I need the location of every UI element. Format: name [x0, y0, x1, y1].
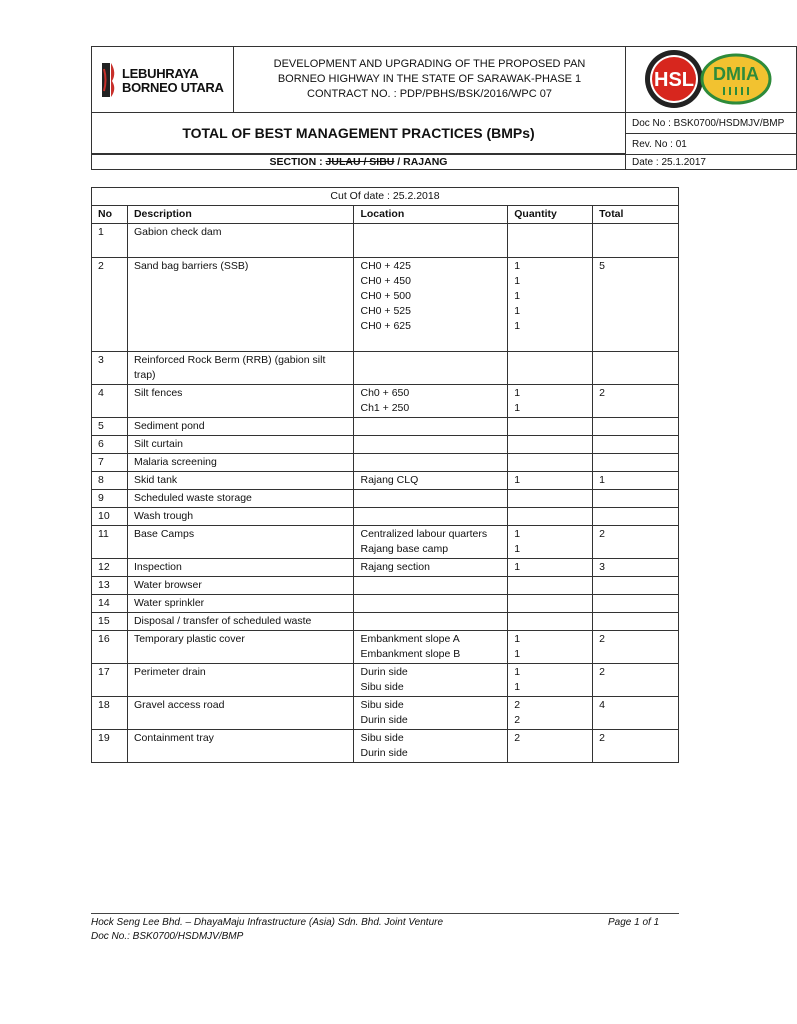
row-location [354, 436, 508, 454]
column-header: Total [593, 206, 679, 224]
row-location-line: Sibu side [360, 732, 404, 744]
column-header: Location [354, 206, 508, 224]
table-row [92, 224, 679, 258]
row-location [354, 577, 508, 595]
row-location [354, 490, 508, 508]
table-row [92, 631, 679, 664]
contract-number: CONTRACT NO. : PDP/PBHS/BSK/2016/WPC 07 [307, 88, 552, 100]
row-number: 9 [92, 490, 128, 508]
table-row [92, 385, 679, 418]
row-quantity [508, 559, 593, 577]
row-quantity [508, 436, 593, 454]
document-header [91, 46, 785, 169]
row-quantity [508, 385, 593, 418]
row-description-line: Sand bag barriers (SSB) [133, 260, 249, 272]
section-value: / RAJANG [394, 156, 448, 168]
row-quantity [508, 418, 593, 436]
project-line-1: DEVELOPMENT AND UPGRADING OF THE PROPOSED PAN [273, 58, 586, 70]
row-location-line: Ch1 + 250 [360, 402, 410, 414]
row-location [354, 418, 508, 436]
row-total [593, 613, 679, 631]
row-description-line: Reinforced Rock Berm (RRB) (gabion silt [133, 354, 326, 366]
row-location [354, 526, 508, 559]
row-description-line: Skid tank [133, 474, 178, 486]
row-location-line: Durin side [360, 747, 408, 759]
document-date: Date : 25.1.2017 [625, 154, 797, 170]
row-location [354, 559, 508, 577]
row-quantity-line: 1 [514, 387, 521, 399]
row-quantity-line: 1 [514, 290, 521, 302]
row-description [127, 595, 354, 613]
row-location [354, 224, 508, 258]
row-total: 2 [593, 730, 679, 763]
row-total [593, 352, 679, 385]
row-number: 2 [92, 258, 128, 352]
hsl-logo [645, 50, 703, 108]
row-location [354, 258, 508, 352]
row-quantity-line: 1 [514, 305, 521, 317]
row-description-line: Base Camps [133, 528, 195, 540]
row-number: 5 [92, 418, 128, 436]
row-description-line: Silt fences [133, 387, 183, 399]
row-location-line: Sibu side [360, 681, 404, 693]
row-quantity-line: 1 [514, 561, 521, 573]
row-description [127, 224, 354, 258]
row-total: 4 [593, 697, 679, 730]
row-total [593, 224, 679, 258]
table-row [92, 472, 679, 490]
row-quantity [508, 508, 593, 526]
row-quantity-line: 1 [514, 474, 521, 486]
row-number: 14 [92, 595, 128, 613]
row-location-line: CH0 + 425 [360, 260, 411, 272]
column-header: Quantity [508, 206, 593, 224]
row-quantity [508, 631, 593, 664]
bmp-table [91, 187, 679, 763]
row-total: 1 [593, 472, 679, 490]
row-location [354, 613, 508, 631]
row-location-line: Durin side [360, 666, 408, 678]
row-quantity-line: 1 [514, 260, 521, 272]
doc-number: Doc No : BSK0700/HSDMJV/BMP [625, 112, 797, 134]
row-quantity-line: 1 [514, 528, 521, 540]
row-description [127, 577, 354, 595]
table-row [92, 508, 679, 526]
lbu-logo-text [122, 67, 224, 95]
row-location [354, 508, 508, 526]
footer-divider [91, 913, 679, 914]
row-total [593, 436, 679, 454]
row-description [127, 697, 354, 730]
table-row [92, 490, 679, 508]
table-body [92, 224, 679, 763]
table-row [92, 559, 679, 577]
row-location-line: Rajang base camp [360, 543, 449, 555]
table-row [92, 613, 679, 631]
row-number: 1 [92, 224, 128, 258]
table-row [92, 664, 679, 697]
project-line-2: BORNEO HIGHWAY IN THE STATE OF SARAWAK-PHASE 1 [277, 73, 582, 85]
row-quantity [508, 454, 593, 472]
row-total: 2 [593, 526, 679, 559]
table-row [92, 436, 679, 454]
lbu-logo-line2: BORNEO UTARA [122, 80, 224, 95]
row-description-line: Water sprinkler [133, 597, 205, 609]
row-number: 15 [92, 613, 128, 631]
row-number: 8 [92, 472, 128, 490]
column-header: No [92, 206, 128, 224]
row-quantity [508, 613, 593, 631]
row-description [127, 730, 354, 763]
row-location-line: Sibu side [360, 699, 404, 711]
row-number: 10 [92, 508, 128, 526]
row-location-line: CH0 + 450 [360, 275, 411, 287]
row-quantity-line: 1 [514, 320, 521, 332]
row-total: 2 [593, 631, 679, 664]
row-quantity [508, 664, 593, 697]
row-description-line: Malaria screening [133, 456, 217, 468]
row-quantity [508, 577, 593, 595]
row-location-line: Rajang section [360, 561, 430, 573]
row-description-line: trap) [133, 369, 156, 381]
project-title [233, 46, 626, 113]
table-row [92, 526, 679, 559]
row-quantity [508, 526, 593, 559]
row-total [593, 595, 679, 613]
row-description-line: Inspection [133, 561, 182, 573]
row-description-line: Perimeter drain [133, 666, 206, 678]
cutoff-row [92, 188, 679, 206]
row-quantity-line: 1 [514, 648, 521, 660]
row-location-line: Rajang CLQ [360, 474, 419, 486]
table-row [92, 595, 679, 613]
table-row [92, 352, 679, 385]
row-description [127, 490, 354, 508]
table-row [92, 697, 679, 730]
row-quantity [508, 472, 593, 490]
row-quantity [508, 730, 593, 763]
row-number: 17 [92, 664, 128, 697]
row-total [593, 490, 679, 508]
hsl-dmia-logos [625, 46, 797, 113]
dmia-logo [702, 55, 770, 103]
table-row [92, 577, 679, 595]
footer-doc-number: Doc No.: BSK0700/HSDMJV/BMP [91, 931, 244, 942]
row-total [593, 508, 679, 526]
row-location [354, 472, 508, 490]
footer-company: Hock Seng Lee Bhd. – DhayaMaju Infrastructure (Asia) Sdn. Bhd. Joint Venture [91, 917, 444, 928]
column-header: Description [127, 206, 354, 224]
row-location [354, 631, 508, 664]
row-description [127, 526, 354, 559]
row-description-line: Gravel access road [133, 699, 225, 711]
row-quantity [508, 352, 593, 385]
document-title: TOTAL OF BEST MANAGEMENT PRACTICES (BMPs) [91, 112, 626, 154]
row-description [127, 258, 354, 352]
table-row [92, 730, 679, 763]
row-location [354, 664, 508, 697]
table-row [92, 258, 679, 352]
row-location-line: Ch0 + 650 [360, 387, 410, 399]
row-description [127, 664, 354, 697]
row-description [127, 385, 354, 418]
hsl-dmia-logo-art [626, 47, 796, 111]
row-description-line: Sediment pond [133, 420, 205, 432]
row-quantity [508, 697, 593, 730]
row-total: 2 [593, 385, 679, 418]
row-number: 12 [92, 559, 128, 577]
row-number: 16 [92, 631, 128, 664]
row-number: 19 [92, 730, 128, 763]
row-number: 11 [92, 526, 128, 559]
row-description [127, 559, 354, 577]
cutoff-date: Cut Of date : 25.2.2018 [92, 188, 679, 206]
row-description [127, 631, 354, 664]
row-description [127, 352, 354, 385]
row-total: 2 [593, 664, 679, 697]
row-location-line: CH0 + 625 [360, 320, 411, 332]
lbu-logo-mark [100, 61, 118, 99]
row-number: 18 [92, 697, 128, 730]
footer-page-number: Page 1 of 1 [608, 917, 660, 928]
row-description-line: Containment tray [133, 732, 214, 744]
hsl-logo-text: HSL [654, 69, 694, 91]
row-number: 6 [92, 436, 128, 454]
row-location [354, 385, 508, 418]
row-location-line: Durin side [360, 714, 408, 726]
row-quantity-line: 1 [514, 275, 521, 287]
row-description [127, 472, 354, 490]
row-quantity-line: 1 [514, 402, 521, 414]
table-header-row [92, 206, 679, 224]
row-quantity-line: 1 [514, 666, 521, 678]
lbu-logo [91, 46, 234, 113]
row-description [127, 508, 354, 526]
row-description [127, 418, 354, 436]
row-quantity-line: 2 [514, 699, 521, 711]
row-location [354, 454, 508, 472]
row-total [593, 418, 679, 436]
row-total [593, 454, 679, 472]
row-description-line: Water browser [133, 579, 202, 591]
lbu-logo-line1: LEBUHRAYA [122, 66, 199, 81]
row-location [354, 595, 508, 613]
row-number: 4 [92, 385, 128, 418]
row-location [354, 730, 508, 763]
row-description [127, 454, 354, 472]
row-location-line: Embankment slope A [360, 633, 460, 645]
row-number: 7 [92, 454, 128, 472]
row-description [127, 436, 354, 454]
row-total: 5 [593, 258, 679, 352]
row-total [593, 577, 679, 595]
row-location [354, 352, 508, 385]
section-struck-text: JULAU / SIBU [325, 156, 395, 168]
dmia-logo-text: DMIA [713, 64, 759, 84]
table-row [92, 454, 679, 472]
row-location-line: CH0 + 525 [360, 305, 411, 317]
row-total: 3 [593, 559, 679, 577]
row-quantity [508, 490, 593, 508]
section-label: SECTION : [269, 156, 326, 168]
row-quantity-line: 2 [514, 732, 521, 744]
row-quantity [508, 595, 593, 613]
revision-number: Rev. No : 01 [625, 133, 797, 155]
row-quantity [508, 224, 593, 258]
row-description-line: Gabion check dam [133, 226, 222, 238]
row-description-line: Scheduled waste storage [133, 492, 252, 504]
row-location-line: CH0 + 500 [360, 290, 411, 302]
table-row [92, 418, 679, 436]
row-quantity-line: 1 [514, 543, 521, 555]
row-location-line: Centralized labour quarters [360, 528, 488, 540]
row-description-line: Silt curtain [133, 438, 183, 450]
section-line [91, 154, 626, 170]
row-description [127, 613, 354, 631]
row-quantity-line: 2 [514, 714, 521, 726]
row-quantity [508, 258, 593, 352]
row-location-line: Embankment slope B [360, 648, 461, 660]
row-description-line: Temporary plastic cover [133, 633, 245, 645]
row-quantity-line: 1 [514, 633, 521, 645]
row-number: 13 [92, 577, 128, 595]
row-location [354, 697, 508, 730]
row-quantity-line: 1 [514, 681, 521, 693]
row-number: 3 [92, 352, 128, 385]
row-description-line: Disposal / transfer of scheduled waste [133, 615, 312, 627]
row-description-line: Wash trough [133, 510, 194, 522]
